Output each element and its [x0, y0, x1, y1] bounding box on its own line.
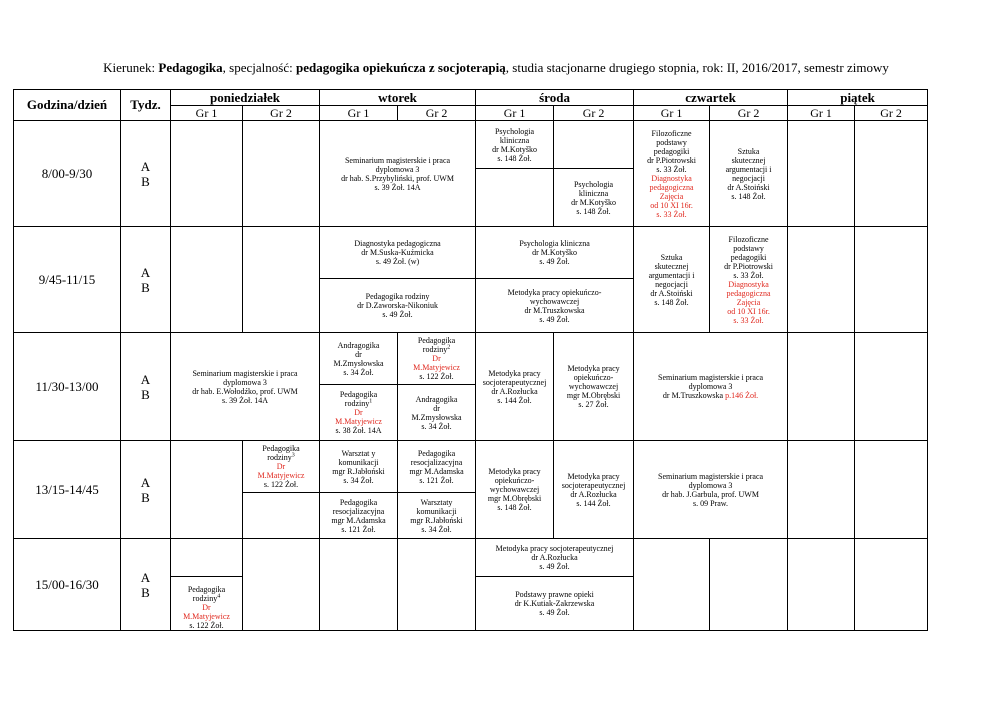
empty-cell: [243, 227, 320, 333]
header-day-monday: poniedziałek: [171, 90, 320, 106]
timetable: [13, 89, 928, 631]
empty-cell: [398, 539, 476, 631]
slot-row: [14, 121, 928, 169]
empty-cell: [243, 121, 320, 227]
header-day-tuesday: wtorek: [320, 90, 476, 106]
empty-cell: [171, 227, 243, 333]
header-group: Gr 2: [855, 106, 928, 121]
week-cell: A B: [121, 539, 171, 631]
class-cell: Diagnostyka pedagogiczna dr M.Suska-Kuźmicka s. 49 Żoł. (w): [320, 227, 476, 279]
class-cell: Seminarium magisterskie i praca dyplomowa 3 dr M.Truszkowska p.146 Żoł.: [634, 333, 788, 441]
header-day-wednesday: środa: [476, 90, 634, 106]
header-group: Gr 2: [710, 106, 788, 121]
header-group: Gr 2: [554, 106, 634, 121]
header-group: Gr 1: [788, 106, 855, 121]
empty-cell: [855, 539, 928, 631]
empty-cell: [243, 539, 320, 631]
header-week: Tydz.: [121, 90, 171, 121]
header-day-friday: piątek: [788, 90, 928, 106]
week-cell: A B: [121, 441, 171, 539]
class-cell: Filozoficzne podstawy pedagogiki dr P.Piotrowski s. 33 Żoł. Diagnostyka pedagogiczna Zajęcia od 10 XI 16r. s. 33 Żoł.: [710, 227, 788, 333]
class-cell: Warsztat y komunikacji mgr R.Jabłoński s. 34 Żoł.: [320, 441, 398, 493]
class-cell: Psychologia kliniczna dr M.Kotyško s. 148 Żoł.: [554, 169, 634, 227]
empty-cell: [788, 227, 855, 333]
class-cell: Metodyka pracy socjoterapeutycznej dr A.Rozłucka s. 144 Żoł.: [476, 333, 554, 441]
class-cell: Metodyka pracy opiekuńczo- wychowawczej mgr M.Obrębski s. 148 Żoł.: [476, 441, 554, 539]
class-cell: Sztuka skutecznej argumentacji i negocjacji dr A.Stoiński s. 148 Żoł.: [634, 227, 710, 333]
class-cell: Metodyka pracy opiekuńczo- wychowawczej mgr M.Obrębski s. 27 Żoł.: [554, 333, 634, 441]
title-text: , studia stacjonarne drugiego stopnia, rok: II, 2016/2017, semestr zimowy: [505, 60, 889, 75]
slot-row: [14, 227, 928, 279]
title-text: , specjalność:: [222, 60, 296, 75]
class-cell: Pedagogika rodziny$^4$ Dr M.Matyjewicz s. 122 Żoł.: [171, 577, 243, 631]
week-cell: A B: [121, 227, 171, 333]
empty-cell: [788, 441, 855, 539]
time-cell: 15/00-16/30: [14, 539, 121, 631]
week-cell: A B: [121, 121, 171, 227]
class-cell: Pedagogika rodziny$^2$ Dr M.Matyjewicz s. 122 Żoł.: [398, 333, 476, 385]
empty-cell: [855, 333, 928, 441]
class-cell: Pedagogika rodziny$^1$ Dr M.Matyjewicz s. 38 Żoł. 14A: [320, 385, 398, 441]
empty-cell: [710, 539, 788, 631]
week-cell: A B: [121, 333, 171, 441]
header-group: Gr 1: [634, 106, 710, 121]
class-cell: Warsztaty komunikacji mgr R.Jabłoński s. 34 Żoł.: [398, 493, 476, 539]
empty-cell: [554, 121, 634, 169]
empty-cell: [634, 539, 710, 631]
time-cell: 8/00-9/30: [14, 121, 121, 227]
title-field: Pedagogika: [158, 60, 223, 75]
empty-cell: [855, 121, 928, 227]
empty-cell: [171, 121, 243, 227]
header-group: Gr 1: [320, 106, 398, 121]
class-cell: Sztuka skutecznej argumentacji i negocjacji dr A.Stoiński s. 148 Żoł.: [710, 121, 788, 227]
class-cell: Pedagogika resocjalizacyjna mgr M.Adamska s. 121 Żoł.: [320, 493, 398, 539]
header-group: Gr 2: [398, 106, 476, 121]
class-cell: Podstawy prawne opieki dr K.Kutiak-Zakrzewska s. 49 Żoł.: [476, 577, 634, 631]
title-specialty: pedagogika opiekuńcza z socjoterapią: [295, 60, 506, 75]
empty-cell: [243, 493, 320, 539]
slot-row: [14, 539, 928, 577]
empty-cell: [788, 121, 855, 227]
time-cell: 11/30-13/00: [14, 333, 121, 441]
class-cell: Metodyka pracy opiekuńczo- wychowawczej dr M.Truszkowska s. 49 Żoł.: [476, 279, 634, 333]
class-cell: Metodyka pracy socjoterapeutycznej dr A.Rozłucka s. 49 Żoł.: [476, 539, 634, 577]
class-cell: Pedagogika resocjalizacyjna mgr M.Adamska s. 121 Żoł.: [398, 441, 476, 493]
header-time: Godzina/dzień: [14, 90, 121, 121]
class-cell: Seminarium magisterskie i praca dyplomowa 3 dr hab. S.Przybyliński, prof. UWM s. 39 Żoł. 14A: [320, 121, 476, 227]
class-cell: Filozoficzne podstawy pedagogiki dr P.Piotrowski s. 33 Żoł. Diagnostyka pedagogiczna Zajęcia od 10 XI 16r. s. 33 Żoł.: [634, 121, 710, 227]
time-cell: 9/45-11/15: [14, 227, 121, 333]
header-group: Gr 1: [476, 106, 554, 121]
class-cell: Andragogika dr M.Zmysłowska s. 34 Żoł.: [398, 385, 476, 441]
class-cell: Pedagogika rodziny$^3$ Dr M.Matyjewicz s. 122 Żoł.: [243, 441, 320, 493]
empty-cell: [855, 227, 928, 333]
slot-row: [14, 333, 928, 385]
header-group: Gr 2: [243, 106, 320, 121]
class-cell: Pedagogika rodziny dr D.Zaworska-Nikoniuk s. 49 Żoł.: [320, 279, 476, 333]
empty-cell: [788, 333, 855, 441]
header-group: Gr 1: [171, 106, 243, 121]
header-day-thursday: czwartek: [634, 90, 788, 106]
class-cell: Seminarium magisterskie i praca dyplomowa 3 dr hab. J.Garbula, prof. UWM s. 09 Praw.: [634, 441, 788, 539]
empty-cell: [320, 539, 398, 631]
slot-row: [14, 441, 928, 493]
title-text: Kierunek:: [103, 60, 159, 75]
empty-cell: [171, 441, 243, 539]
empty-cell: [788, 539, 855, 631]
empty-cell: [171, 539, 243, 577]
time-cell: 13/15-14/45: [14, 441, 121, 539]
header-row-days: [14, 90, 928, 106]
empty-cell: [476, 169, 554, 227]
class-cell: Psychologia kliniczna dr M.Kotyško s. 49 Żoł.: [476, 227, 634, 279]
page-title: [0, 60, 992, 76]
class-cell: Andragogika dr M.Zmysłowska s. 34 Żoł.: [320, 333, 398, 385]
class-cell: Metodyka pracy socjoterapeutycznej dr A.Rozłucka s. 144 Żoł.: [554, 441, 634, 539]
class-cell: Psychologia kliniczna dr M.Kotyško s. 148 Żoł.: [476, 121, 554, 169]
class-cell: Seminarium magisterskie i praca dyplomowa 3 dr hab. E.Wołodźko, prof. UWM s. 39 Żoł. 14A: [171, 333, 320, 441]
empty-cell: [855, 441, 928, 539]
